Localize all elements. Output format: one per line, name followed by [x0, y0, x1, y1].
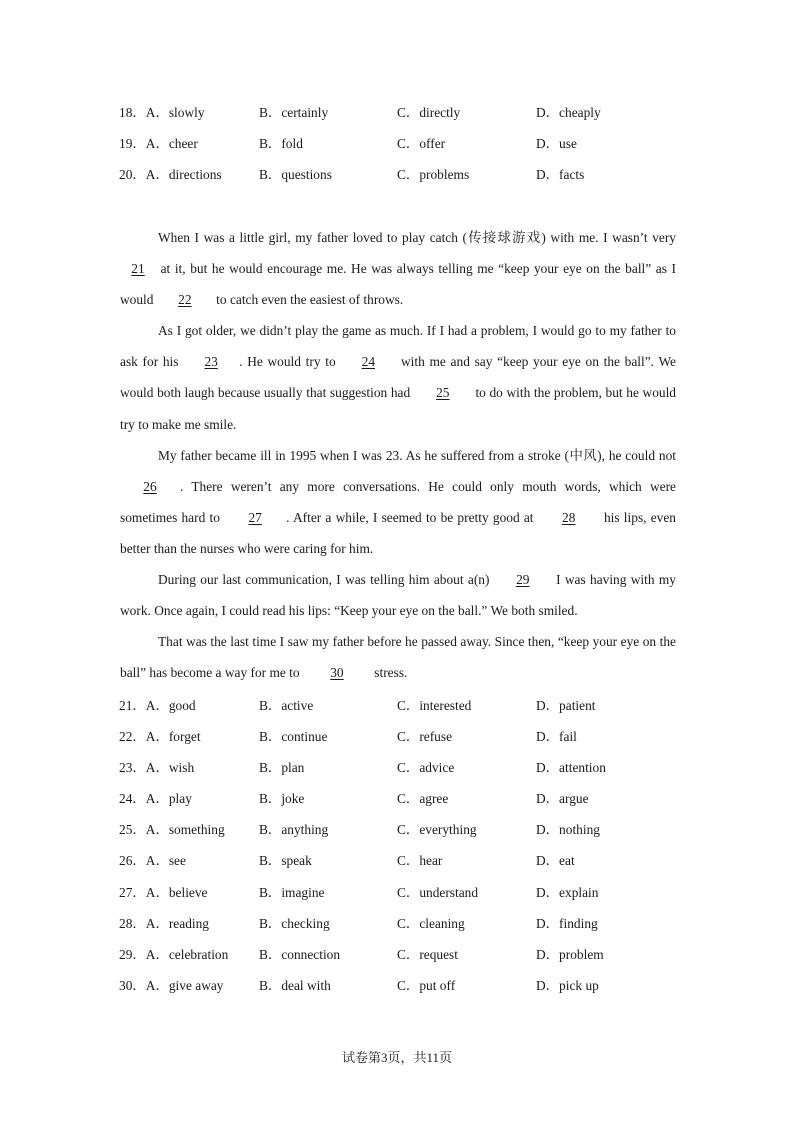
- question-number-option-a: 25．A．something: [119, 822, 225, 838]
- question-number-option-a: 26．A．see: [119, 853, 186, 869]
- question-number-option-a: 18．A．slowly: [119, 105, 205, 120]
- option-c: C．understand: [397, 884, 479, 900]
- option-c: C．request: [397, 946, 458, 962]
- option-d: D．nothing: [536, 822, 600, 838]
- blank-22: 22: [178, 292, 192, 308]
- option-d: D．attention: [536, 760, 606, 776]
- option-b: B．active: [259, 698, 314, 713]
- option-d: D．pick up: [536, 977, 599, 993]
- question-27-options: [0, 877, 794, 908]
- question-number-option-a: 22．A．forget: [119, 729, 201, 745]
- paragraph-3: My father became ill in 1995 when I was 23. As he suffered from a stroke (中风), he could not 26 . There weren’t any more conversations. He could only mouth words, which were sometimes hard to 27 . After a while, I seemed to be pretty good at 28 his lips, even better than the nurses who were caring for him.: [120, 447, 676, 556]
- option-b: B．checking: [259, 915, 330, 931]
- question-29-options: [0, 939, 794, 970]
- option-d: D．finding: [536, 915, 598, 931]
- option-b: B．speak: [259, 853, 312, 869]
- blank-27: 27: [248, 509, 262, 525]
- option-c: C．everything: [397, 822, 477, 838]
- option-b: B．plan: [259, 760, 305, 776]
- option-d: D．cheaply: [536, 105, 601, 120]
- blank-30: 30: [330, 665, 344, 681]
- option-c: C．hear: [397, 853, 443, 869]
- option-b: B．certainly: [259, 105, 329, 120]
- blank-23: 23: [204, 354, 218, 370]
- question-number-option-a: 21．A．good: [119, 698, 196, 713]
- option-c: C．refuse: [397, 729, 453, 745]
- question-number-option-a: 29．A．celebration: [119, 946, 229, 962]
- question-30-options: [0, 970, 794, 1001]
- option-c: C．problems: [397, 167, 470, 183]
- question-23-options: [0, 752, 794, 783]
- option-d: D．eat: [536, 853, 575, 869]
- options-group-21-30: [0, 690, 794, 1001]
- blank-24: 24: [361, 354, 376, 370]
- option-b: B．continue: [259, 729, 328, 745]
- cloze-passage: [120, 222, 676, 688]
- paragraph-4: During our last communication, I was telling him about a(n) 29 I was having with my work. Once again, I could read his lips: “Keep your eye on the ball.” We both smiled.: [120, 564, 676, 626]
- question-24-options: [0, 783, 794, 814]
- blank-28: 28: [562, 509, 576, 525]
- option-d: D．patient: [536, 698, 596, 713]
- blank-26: 26: [143, 478, 157, 494]
- option-b: B．fold: [259, 136, 303, 152]
- question-25-options: [0, 814, 794, 845]
- question-number-option-a: 19．A．cheer: [119, 136, 198, 152]
- option-d: D．use: [536, 136, 577, 152]
- option-b: B．joke: [259, 791, 305, 807]
- paragraph-5: That was the last time I saw my father before he passed away. Since then, “keep your eye on the ball” has become a way for me to 30 stress.: [120, 626, 676, 688]
- options-group-18-20: [0, 97, 794, 190]
- option-c: C．offer: [397, 136, 446, 152]
- question-number-option-a: 30．A．give away: [119, 977, 224, 993]
- option-b: B．deal with: [259, 977, 331, 993]
- option-c: C．interested: [397, 698, 472, 713]
- option-d: D．fail: [536, 729, 577, 745]
- option-c: C．cleaning: [397, 915, 465, 931]
- paragraph-1: When I was a little girl, my father loved to play catch (传接球游戏) with me. I wasn’t very 21 at it, but he would encourage me. He was always telling me “keep your eye on the ball” as I would 22 to catch even the easiest of throws.: [120, 222, 676, 315]
- question-number-option-a: 28．A．reading: [119, 915, 209, 931]
- question-21-options: [0, 690, 794, 721]
- question-18-options: [0, 97, 794, 128]
- question-number-option-a: 20．A．directions: [119, 167, 222, 183]
- option-b: B．anything: [259, 822, 329, 838]
- option-c: C．put off: [397, 977, 456, 993]
- question-number-option-a: 27．A．believe: [119, 884, 208, 900]
- question-28-options: [0, 908, 794, 939]
- option-d: D．explain: [536, 884, 599, 900]
- question-22-options: [0, 721, 794, 752]
- question-number-option-a: 24．A．play: [119, 791, 192, 807]
- option-d: D．problem: [536, 946, 604, 962]
- option-b: B．imagine: [259, 884, 325, 900]
- question-19-options: [0, 128, 794, 159]
- question-26-options: [0, 845, 794, 876]
- option-c: C．directly: [397, 105, 461, 120]
- question-number-option-a: 23．A．wish: [119, 760, 195, 776]
- blank-25: 25: [436, 385, 450, 401]
- paragraph-2: As I got older, we didn’t play the game as much. If I had a problem, I would go to my father to ask for his 23 . He would try to 24 with me and say “keep your eye on the ball”. We would both laugh because usually that suggestion had 25 to do with the problem, but he would try to make me smile.: [120, 323, 676, 432]
- option-b: B．questions: [259, 167, 332, 183]
- option-c: C．advice: [397, 760, 455, 776]
- option-c: C．agree: [397, 791, 449, 807]
- blank-21: 21: [131, 261, 145, 277]
- page-footer: 试卷第3页，共11页: [341, 1050, 453, 1065]
- option-b: B．connection: [259, 946, 341, 962]
- question-20-options: [0, 159, 794, 190]
- option-d: D．argue: [536, 791, 589, 807]
- option-d: D．facts: [536, 167, 585, 183]
- blank-29: 29: [516, 572, 530, 588]
